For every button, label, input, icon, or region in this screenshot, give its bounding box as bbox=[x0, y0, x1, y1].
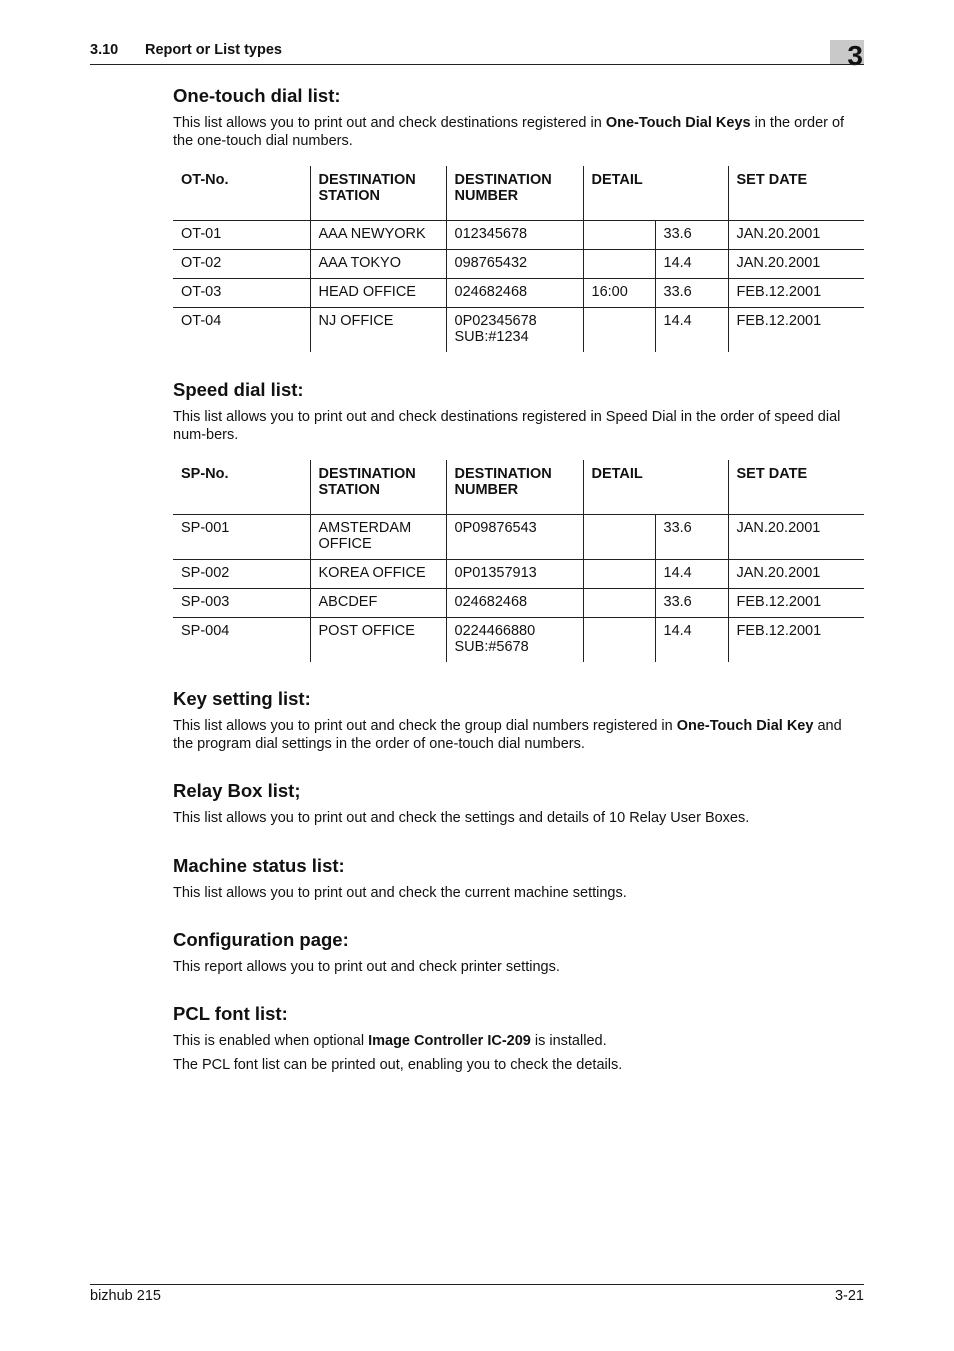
cell: AAA NEWYORK bbox=[310, 221, 446, 250]
cell bbox=[446, 618, 583, 663]
table-row bbox=[173, 308, 864, 353]
configuration-description: This report allows you to print out and check printer settings. bbox=[173, 959, 560, 975]
cell: 14.4 bbox=[655, 308, 728, 353]
heading-key-setting: Key setting list: bbox=[173, 688, 311, 709]
pcl-font-description-1 bbox=[173, 1033, 864, 1051]
machine-status-description: This list allows you to print out and check the current machine settings. bbox=[173, 884, 627, 901]
bold-term: One-Touch Dial Key bbox=[676, 718, 814, 734]
cell: 33.6 bbox=[655, 221, 728, 250]
cell bbox=[583, 308, 655, 353]
cell: 098765432 bbox=[446, 250, 583, 279]
heading-one-touch: One-touch dial list: bbox=[173, 85, 341, 106]
cell: KOREA OFFICE bbox=[310, 560, 446, 589]
heading-speed-dial: Speed dial list: bbox=[173, 379, 304, 400]
cell: JAN.20.2001 bbox=[728, 221, 864, 250]
table-row bbox=[173, 589, 864, 618]
heading-relay-box: Relay Box list; bbox=[173, 780, 301, 801]
column-header: DESTINATION NUMBER bbox=[446, 460, 583, 515]
column-header: DESTINATION STATION bbox=[310, 166, 446, 221]
column-header: OT-No. bbox=[173, 166, 310, 221]
key-setting-description bbox=[173, 718, 864, 753]
cell bbox=[583, 515, 655, 560]
cell: 16:00 bbox=[583, 279, 655, 308]
heading-pcl-font: PCL font list: bbox=[173, 1002, 288, 1024]
section-number: 3.10 bbox=[90, 42, 119, 58]
cell: 14.4 bbox=[655, 250, 728, 279]
chapter-badge: 3 bbox=[830, 40, 864, 64]
table-row bbox=[173, 221, 864, 250]
footer-product: bizhub 215 bbox=[90, 1288, 161, 1304]
pcl-font-description-2: The PCL font list can be printed out, enabling you to check the details. bbox=[173, 1057, 623, 1073]
footer-page-number: 3-21 bbox=[834, 1288, 864, 1304]
text: This list allows you to print out and check the group dial numbers registered in bbox=[173, 718, 677, 734]
cell: JAN.20.2001 bbox=[728, 560, 864, 589]
text: and the program dial settings in the order of one-touch dial numbers. bbox=[173, 718, 842, 752]
bold-term: Image Controller IC-209 bbox=[368, 1032, 531, 1049]
section-title: Report or List types bbox=[145, 42, 282, 58]
column-header: SET DATE bbox=[728, 460, 864, 515]
cell bbox=[310, 515, 446, 560]
column-header: SET DATE bbox=[728, 166, 864, 221]
cell: OT-01 bbox=[173, 221, 310, 250]
heading-configuration: Configuration page: bbox=[173, 929, 349, 950]
cell: OT-04 bbox=[181, 313, 222, 329]
cell: FEB.12.2001 bbox=[728, 308, 864, 353]
relay-box-description: This list allows you to print out and check the settings and details of 10 Relay User Boxes. bbox=[173, 810, 750, 826]
table-row bbox=[173, 515, 864, 560]
one-touch-table bbox=[173, 166, 864, 352]
column-header: DETAIL bbox=[583, 460, 728, 515]
cell bbox=[583, 221, 655, 250]
header-rule bbox=[90, 64, 864, 65]
cell: 024682468 bbox=[446, 589, 583, 618]
cell-text: 0P02345678 bbox=[454, 313, 537, 329]
cell: 33.6 bbox=[655, 279, 728, 308]
cell-text: 0224466880 bbox=[454, 623, 536, 639]
footer-rule bbox=[90, 1284, 864, 1285]
cell-text: 012345678 bbox=[454, 226, 528, 242]
cell: SP-003 bbox=[173, 589, 310, 618]
cell bbox=[446, 308, 583, 353]
table-row bbox=[173, 618, 864, 663]
cell: 0P01357913 bbox=[446, 560, 583, 589]
column-header: DETAIL bbox=[583, 166, 728, 221]
text: This is enabled when optional bbox=[173, 1032, 369, 1049]
cell: OT-02 bbox=[173, 250, 310, 279]
cell: SP-004 bbox=[181, 623, 230, 639]
cell-text: AMSTERDAM bbox=[318, 520, 412, 536]
cell: 33.6 bbox=[655, 515, 728, 560]
cell bbox=[446, 221, 583, 250]
speed-dial-description: This list allows you to print out and check destinations registered in Speed Dial in the order of speed dial num-bers. bbox=[173, 409, 841, 443]
cell: SP-001 bbox=[173, 515, 310, 560]
table-row bbox=[173, 250, 864, 279]
cell: POST OFFICE bbox=[310, 618, 446, 663]
page-content bbox=[173, 84, 864, 1075]
text: is installed. bbox=[530, 1032, 607, 1049]
cell: FEB.12.2001 bbox=[728, 618, 864, 663]
column-header: DESTINATION STATION bbox=[310, 460, 446, 515]
speed-dial-table bbox=[173, 460, 864, 662]
cell: 14.4 bbox=[655, 618, 728, 663]
cell bbox=[583, 250, 655, 279]
cell: FEB.12.2001 bbox=[728, 589, 864, 618]
cell-subtext: SUB:#5678 bbox=[454, 639, 529, 655]
text: This list allows you to print out and check destinations registered in bbox=[173, 115, 606, 131]
cell: JAN.20.2001 bbox=[728, 250, 864, 279]
bold-term: One-Touch Dial Keys bbox=[605, 115, 751, 131]
text: in the order of the one-touch dial numbers. bbox=[173, 115, 845, 149]
cell-subtext: OFFICE bbox=[318, 536, 372, 552]
cell: SP-002 bbox=[173, 560, 310, 589]
cell: NJ OFFICE bbox=[310, 308, 446, 353]
cell: 14.4 bbox=[655, 560, 728, 589]
one-touch-description bbox=[173, 115, 864, 150]
table-row bbox=[173, 560, 864, 589]
cell: 33.6 bbox=[655, 589, 728, 618]
heading-machine-status: Machine status list: bbox=[173, 854, 345, 876]
cell: 0P09876543 bbox=[446, 515, 583, 560]
cell: FEB.12.2001 bbox=[728, 279, 864, 308]
cell: AAA TOKYO bbox=[310, 250, 446, 279]
cell: JAN.20.2001 bbox=[728, 515, 864, 560]
cell: HEAD OFFICE bbox=[310, 279, 446, 308]
column-header: SP-No. bbox=[173, 460, 310, 515]
table-row bbox=[173, 279, 864, 308]
cell bbox=[583, 589, 655, 618]
cell: 024682468 bbox=[446, 279, 583, 308]
cell-subtext: SUB:#1234 bbox=[454, 329, 529, 345]
column-header: DESTINATION NUMBER bbox=[446, 166, 583, 221]
cell: ABCDEF bbox=[310, 589, 446, 618]
cell bbox=[583, 560, 655, 589]
cell: OT-03 bbox=[173, 279, 310, 308]
cell bbox=[583, 618, 655, 663]
